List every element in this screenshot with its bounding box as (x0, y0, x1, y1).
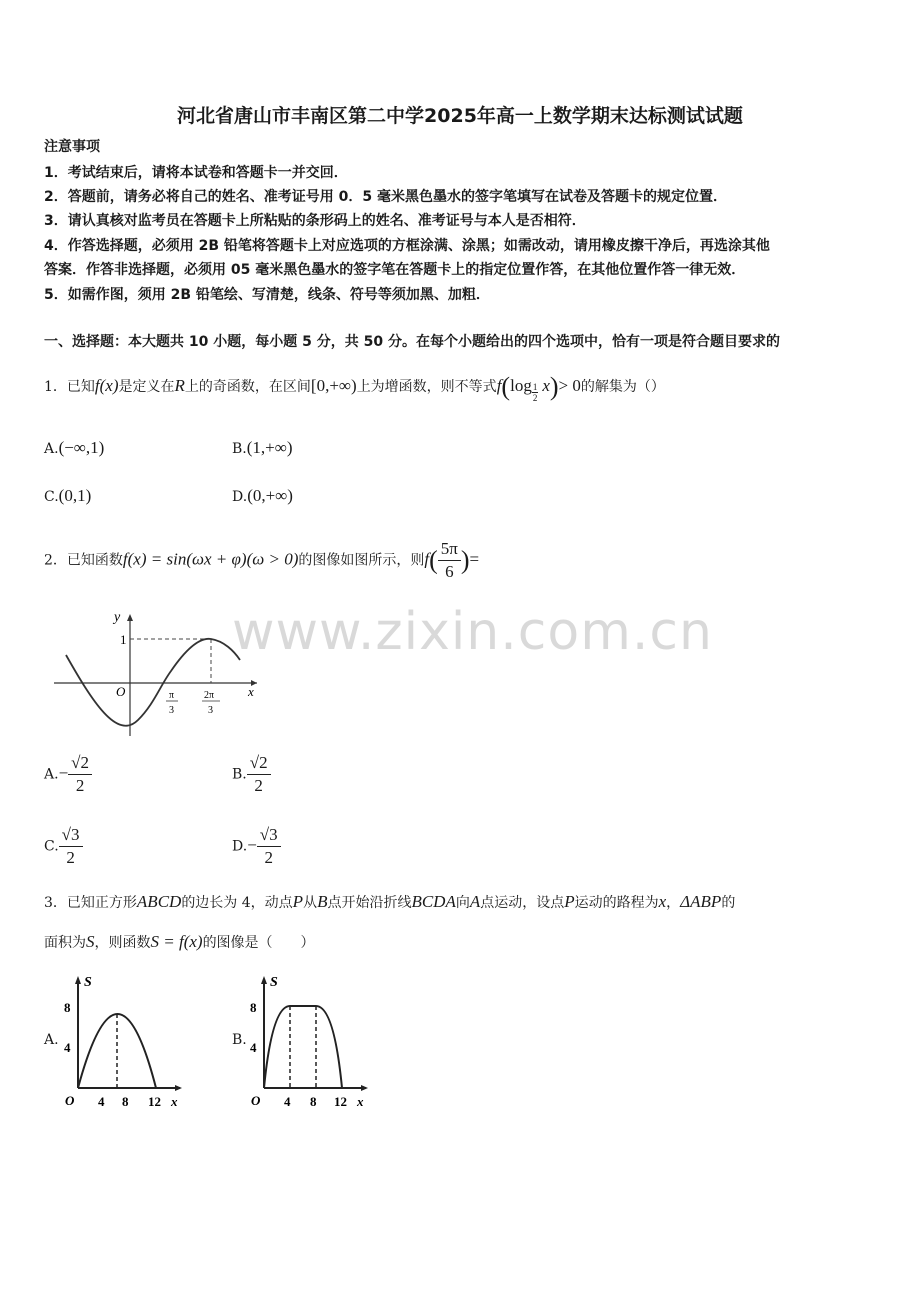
q1-text: 上为增函数，则不等式 (356, 379, 497, 395)
svg-text:12: 12 (334, 1094, 347, 1109)
q2-option-b[interactable]: B. $\frac{√2}{2}$ (232, 752, 271, 797)
q2-f: f (424, 549, 430, 569)
notice-item: 1．考试结束后，请将本试卷和答题卡一并交回． (44, 165, 348, 181)
svg-text:3: 3 (169, 705, 174, 716)
notice-item: 5．如需作图，须用 2B 铅笔绘、写清楚，线条、符号等须加黑、加粗． (44, 287, 490, 303)
q2-expr: f(x) = sin(ωx + φ)(ω > 0) (122, 549, 299, 569)
q2-option-c[interactable]: C. $\frac{√3}{2}$ (44, 824, 83, 869)
question-1: 1．已知f(x)是定义在R上的奇函数，在区间[0,+∞)上为增函数，则不等式f(log $\frac{1}{2}$ x)> 0的解集为（） (44, 372, 665, 403)
q1-text: 是定义在 (118, 379, 175, 395)
question-2: 2．已知函数f(x) = sin(ωx + φ)(ω > 0)的图像如图所示，则f( $\frac{5\pi}{6}$ )= (44, 539, 480, 581)
notice-heading: 注意事项 (44, 139, 100, 155)
q3-graph-a[interactable] (60, 970, 185, 1112)
svg-text:1: 1 (120, 632, 127, 647)
q1-text: 的解集为（） (580, 379, 665, 395)
q2-prefix: 2．已知函数 (44, 552, 123, 569)
question-3-line-2: 面积为S，则函数S = f(x)的图像是（ ） (44, 932, 315, 951)
q1-x: x (542, 376, 550, 395)
q1-option-c[interactable]: C.(0,1) (44, 486, 92, 505)
q2-text: 的图像如图所示，则 (298, 552, 425, 569)
svg-text:4: 4 (64, 1040, 71, 1055)
svg-text:4: 4 (250, 1040, 257, 1055)
q1-option-d[interactable]: D.(0,+∞) (232, 486, 293, 505)
svg-text:3: 3 (208, 705, 213, 716)
q1-R: R (174, 376, 185, 395)
q3-option-b-label[interactable]: B. (232, 1032, 247, 1048)
svg-text:y: y (114, 610, 121, 625)
q3-graph-b[interactable] (246, 970, 371, 1112)
svg-text:4: 4 (98, 1094, 105, 1109)
svg-text:x: x (357, 1094, 364, 1109)
svg-text:8: 8 (122, 1094, 129, 1109)
svg-text:S: S (270, 975, 278, 990)
q2-fraction: $\frac{5\pi}{6}$ (438, 538, 461, 583)
watermark: www.zixin.com.cn (232, 602, 713, 662)
sine-graph (52, 606, 267, 738)
svg-text:O: O (251, 1093, 261, 1108)
page-title: 河北省唐山市丰南区第二中学2025年高一上数学期末达标测试试题 (177, 105, 743, 127)
section-heading: 一、选择题：本大题共 10 小题，每小题 5 分，共 50 分。在每个小题给出的四个选项中，恰有一项是符合题目要求的 (44, 334, 780, 350)
q1-log-base: $\frac{1}{2}$ (532, 382, 538, 403)
q1-fx: f(x) (94, 376, 119, 395)
q2-option-d[interactable]: D.− $\frac{√3}{2}$ (232, 824, 281, 869)
q1-text: 上的奇函数，在区间 (184, 379, 311, 395)
svg-text:12: 12 (148, 1094, 161, 1109)
notice-item: 答案．作答非选择题，必须用 05 毫米黑色墨水的签字笔在答题卡上的指定位置作答，在其他位置作答一律无效． (44, 262, 746, 278)
svg-text:S: S (84, 975, 92, 990)
q1-prefix: 1．已知 (44, 379, 95, 395)
question-3-line-1: 3．已知正方形ABCD的边长为 4，动点P从B点开始沿折线BCDA向A点运动，设点P运动的路程为x，ΔABP的 (44, 892, 736, 911)
svg-text:O: O (65, 1093, 75, 1108)
svg-text:x: x (248, 684, 254, 699)
trapezoid-curve (264, 1006, 342, 1088)
q2-eq: = (469, 549, 480, 569)
svg-text:2π: 2π (204, 690, 215, 701)
svg-text:π: π (169, 690, 175, 701)
q1-option-b[interactable]: B.(1,+∞) (232, 438, 293, 457)
notice-item: 4．作答选择题，必须用 2B 铅笔将答题卡上对应选项的方框涂满、涂黑；如需改动，请用橡皮擦干净后，再选涂其他 (44, 238, 770, 254)
svg-text:8: 8 (64, 1000, 71, 1015)
sine-curve (66, 639, 240, 726)
q1-log: log (510, 376, 532, 395)
q2-option-a[interactable]: A.− $\frac{√2}{2}$ (44, 752, 92, 797)
svg-text:8: 8 (310, 1094, 317, 1109)
svg-text:O: O (116, 684, 126, 699)
svg-text:4: 4 (284, 1094, 291, 1109)
notice-item: 2．答题前，请务必将自己的姓名、准考证号用 0．5 毫米黑色墨水的签字笔填写在试卷及答题卡的规定位置． (44, 189, 727, 205)
q3-option-a-label[interactable]: A. (44, 1032, 59, 1048)
q1-option-a[interactable]: A.(−∞,1) (44, 438, 105, 457)
svg-text:8: 8 (250, 1000, 257, 1015)
notice-item: 3．请认真核对监考员在答题卡上所粘贴的条形码上的姓名、准考证号与本人是否相符． (44, 213, 586, 229)
q1-interval: [0,+∞) (310, 376, 357, 395)
q1-gt: > 0 (558, 376, 581, 395)
svg-text:x: x (171, 1094, 178, 1109)
